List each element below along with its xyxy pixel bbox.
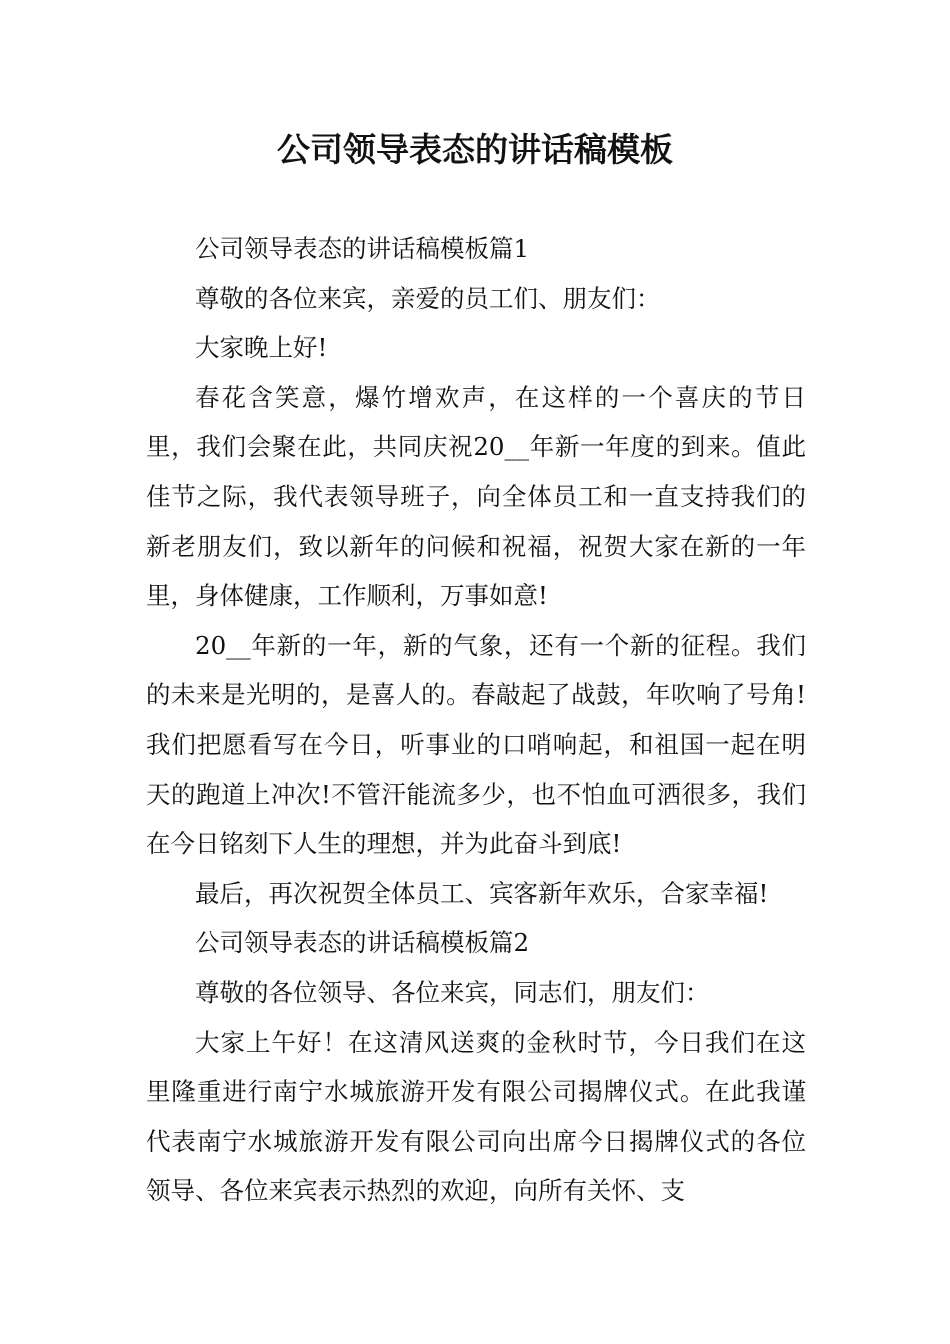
body-paragraph: 春花含笑意，爆竹增欢声，在这样的一个喜庆的节日里，我们会聚在此，共同庆祝20__年新一年度的到来。值此佳节之际，我代表领导班子，向全体员工和一直支持我们的新老朋友们，致以新年的问候和祝福，祝贺大家在新的一年里，身体健康，工作顺利，万事如意!	[146, 382, 806, 611]
document-title: 公司领导表态的讲话稿模板	[277, 130, 673, 169]
section-heading-1: 公司领导表态的讲话稿模板篇1	[195, 234, 530, 263]
body-paragraph: 大家上午好！在这清风送爽的金秋时节，今日我们在这里隆重进行南宁水城旅游开发有限公司揭牌仪式。在此我谨代表南宁水城旅游开发有限公司向出席今日揭牌仪式的各位领导、各位来宾表示热烈的欢迎，向所有关怀、支	[146, 1027, 806, 1206]
closing-paragraph: 最后，再次祝贺全体员工、宾客新年欢乐，合家幸福!	[195, 878, 769, 908]
document-body	[146, 224, 806, 1216]
section-heading-2: 公司领导表态的讲话稿模板篇2	[195, 928, 530, 958]
salutation-1: 尊敬的各位来宾，亲爱的员工们、朋友们：	[195, 283, 661, 313]
greeting-1: 大家晚上好!	[195, 333, 328, 363]
salutation-2: 尊敬的各位领导、各位来宾，同志们，朋友们：	[195, 977, 710, 1007]
body-paragraph: 20__年新的一年，新的气象，还有一个新的征程。我们的未来是光明的，是喜人的。春敲起了战鼓，年吹响了号角!我们把愿看写在今日，听事业的口哨响起，和祖国一起在明天的跑道上冲次!不管汗能流多少，也不怕血可洒很多，我们在今日铭刻下人生的理想，并为此奋斗到底!	[146, 630, 806, 859]
